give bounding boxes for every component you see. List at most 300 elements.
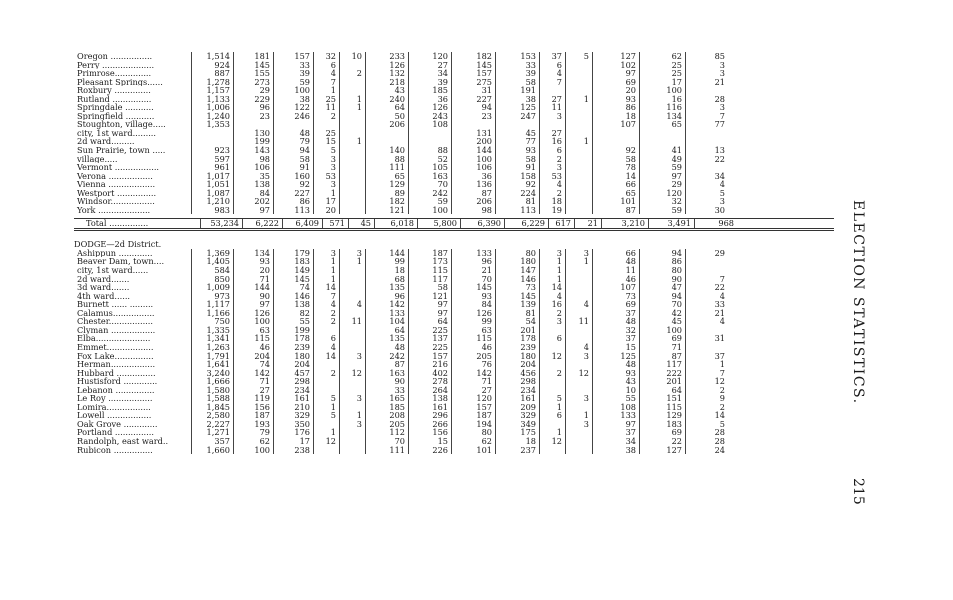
- table-cell: 80: [640, 266, 686, 275]
- table-cell: 1,051: [192, 180, 234, 189]
- table-cell: 87: [366, 360, 409, 369]
- table-cell: 4: [540, 292, 566, 301]
- table-cell: 120: [452, 394, 496, 403]
- table-cell: 126: [234, 309, 274, 318]
- table-cell: 181: [234, 52, 274, 61]
- table-cell: 90: [366, 377, 409, 386]
- table-row: [74, 369, 834, 378]
- table-cell: 35: [234, 172, 274, 181]
- table-cell: 32: [640, 197, 686, 206]
- table-cell: 27: [452, 386, 496, 395]
- table-cell: 74: [274, 283, 314, 292]
- table-cell: 16: [640, 95, 686, 104]
- table-cell: [566, 377, 593, 386]
- table-cell: 178: [496, 334, 540, 343]
- table-cell: 97: [593, 69, 640, 78]
- row-label: city, 1st ward.........: [74, 129, 192, 138]
- table-cell: [340, 377, 366, 386]
- table-cell: 24: [714, 445, 725, 455]
- table-cell: 149: [274, 266, 314, 275]
- row-label: Pleasant Springs......: [74, 78, 192, 87]
- table-row: [74, 257, 834, 266]
- table-row: [74, 334, 834, 343]
- table-cell: 225: [409, 326, 452, 335]
- table-cell: 48: [593, 360, 640, 369]
- table-cell: [366, 129, 409, 138]
- table-cell: 3: [719, 69, 725, 78]
- table-cell: 100: [640, 86, 686, 95]
- table-row: [74, 403, 834, 412]
- table-cell: 76: [452, 360, 496, 369]
- table-cell: 7: [719, 111, 725, 121]
- table-cell: 5: [719, 188, 725, 198]
- table-cell: 1: [340, 137, 366, 146]
- table-cell: 1: [340, 257, 366, 266]
- table-cell: [314, 377, 340, 386]
- table-cell: 4: [566, 300, 593, 309]
- table-cell: 17: [314, 197, 340, 206]
- table-cell: 63: [452, 326, 496, 335]
- row-label: village.....: [74, 155, 192, 164]
- row-label: city, 1st ward......: [74, 266, 192, 275]
- table-cell: 1: [540, 275, 566, 284]
- table-cell: 246: [274, 112, 314, 121]
- table-cell: [340, 129, 366, 138]
- table-cell: 2: [719, 402, 725, 412]
- table-cell: 45: [349, 219, 375, 228]
- table-cell: 3: [540, 163, 566, 172]
- table-cell: 157: [409, 352, 452, 361]
- table-cell: 183: [640, 420, 686, 429]
- table-cell: 1,514: [192, 52, 234, 61]
- table-cell: [566, 437, 593, 446]
- table-cell: [566, 275, 593, 284]
- table-row: [74, 206, 834, 215]
- table-row: [74, 317, 834, 326]
- row-label: Beaver Dam, town....: [74, 257, 192, 266]
- table-cell: 200: [452, 137, 496, 146]
- table-cell: [340, 437, 366, 446]
- table-cell: 117: [640, 360, 686, 369]
- table-cell: 101: [593, 197, 640, 206]
- table-cell: 1,157: [192, 86, 234, 95]
- table-row: [74, 386, 834, 395]
- table-cell: 96: [234, 103, 274, 112]
- row-label: Hustisford .............: [74, 377, 192, 386]
- table-cell: [314, 326, 340, 335]
- table-cell: 28: [714, 428, 725, 437]
- table-row: [74, 218, 834, 228]
- table-cell: [452, 120, 496, 129]
- table-cell: 1,210: [192, 197, 234, 206]
- table-row: [74, 61, 834, 70]
- table-row: [74, 103, 834, 112]
- table-cell: 48: [593, 257, 640, 266]
- table-row: [74, 420, 834, 429]
- row-label: Emmet..................: [74, 343, 192, 352]
- table-cell: 38: [274, 95, 314, 104]
- row-label: Randolph, east ward..: [74, 437, 192, 446]
- table-cell: 97: [593, 420, 640, 429]
- table-cell: 93: [496, 146, 540, 155]
- row-label: York ....................: [74, 206, 192, 215]
- table-cell: 34: [409, 69, 452, 78]
- row-label: Ashippun .............: [74, 249, 192, 258]
- table-cell: 1,660: [192, 446, 234, 455]
- table-cell: 1: [314, 403, 340, 412]
- table-cell: 122: [274, 103, 314, 112]
- table-cell: 2: [540, 189, 566, 198]
- table-cell: 3: [566, 249, 593, 258]
- table-cell: 58: [274, 155, 314, 164]
- table-cell: 1: [566, 257, 593, 266]
- table-cell: 97: [409, 309, 452, 318]
- table-cell: [566, 61, 593, 70]
- table-cell: 133: [593, 411, 640, 420]
- table-cell: 2: [314, 369, 340, 378]
- table-cell: 100: [234, 317, 274, 326]
- table-cell: 199: [234, 137, 274, 146]
- table-cell: 199: [274, 326, 314, 335]
- table-cell: 239: [274, 343, 314, 352]
- table-cell: 273: [234, 78, 274, 87]
- table-cell: 45: [496, 129, 540, 138]
- table-cell: [234, 120, 274, 129]
- table-cell: [566, 112, 593, 121]
- table-cell: 53: [314, 172, 340, 181]
- table-cell: 53: [540, 172, 566, 181]
- table-cell: [409, 137, 452, 146]
- table-cell: 7: [719, 274, 725, 284]
- table-cell: 19: [540, 206, 566, 215]
- table-cell: 73: [593, 292, 640, 301]
- table-cell: 175: [496, 428, 540, 437]
- table-cell: 88: [366, 155, 409, 164]
- table-cell: 1,117: [192, 300, 234, 309]
- table-cell: 16: [540, 137, 566, 146]
- table-cell: 457: [274, 369, 314, 378]
- table-cell: [340, 343, 366, 352]
- table-cell: 226: [409, 446, 452, 455]
- table-cell: 1,166: [192, 309, 234, 318]
- table-cell: 127: [593, 52, 640, 61]
- table-row: [74, 249, 834, 258]
- table-cell: 3: [340, 420, 366, 429]
- table-cell: 99: [366, 257, 409, 266]
- table-cell: 71: [234, 275, 274, 284]
- table-cell: 115: [234, 334, 274, 343]
- table-cell: 81: [496, 309, 540, 318]
- table-cell: 157: [274, 52, 314, 61]
- table-cell: 93: [593, 95, 640, 104]
- table-cell: 240: [366, 95, 409, 104]
- row-label: Oregon ................: [74, 52, 192, 61]
- table-cell: [340, 172, 366, 181]
- table-cell: [409, 129, 452, 138]
- table-cell: 130: [234, 129, 274, 138]
- table-cell: 3: [314, 155, 340, 164]
- table-cell: 1,278: [192, 78, 234, 87]
- row-label: Stoughton, village.....: [74, 120, 192, 129]
- table-cell: 107: [593, 120, 640, 129]
- table-cell: 2: [340, 69, 366, 78]
- table-row: [74, 197, 834, 206]
- row-label: Westport ...............: [74, 189, 192, 198]
- table-cell: 31: [714, 334, 725, 343]
- table-cell: 27: [409, 61, 452, 70]
- table-cell: 1: [314, 86, 340, 95]
- table-cell: 46: [593, 275, 640, 284]
- table-cell: [314, 386, 340, 395]
- table-cell: 81: [496, 197, 540, 206]
- table-cell: 6,390: [461, 219, 505, 228]
- table-cell: 59: [640, 206, 686, 215]
- table-cell: [340, 146, 366, 155]
- table-cell: 111: [366, 163, 409, 172]
- table-row: [74, 112, 834, 121]
- table-cell: 887: [192, 69, 234, 78]
- table-cell: 108: [409, 120, 452, 129]
- table-row: [74, 52, 834, 61]
- table-cell: 82: [274, 309, 314, 318]
- table-cell: 233: [366, 52, 409, 61]
- table-cell: 33: [274, 61, 314, 70]
- table-cell: 115: [409, 266, 452, 275]
- table-cell: 85: [714, 52, 725, 61]
- table-cell: 64: [366, 103, 409, 112]
- row-label: Clyman .................: [74, 326, 192, 335]
- table-cell: 18: [496, 437, 540, 446]
- row-label: Roxbury ..............: [74, 86, 192, 95]
- table-cell: 25: [314, 129, 340, 138]
- table-cell: 4: [719, 317, 725, 326]
- table-cell: 144: [452, 146, 496, 155]
- table-cell: 2: [540, 155, 566, 164]
- row-label: Vermont .................: [74, 163, 192, 172]
- table-cell: 1,845: [192, 403, 234, 412]
- page-number: 215: [850, 478, 866, 505]
- table-cell: 4: [314, 300, 340, 309]
- table-cell: 106: [452, 163, 496, 172]
- table-cell: 11: [314, 103, 340, 112]
- table-cell: 156: [409, 428, 452, 437]
- table-cell: 3: [540, 249, 566, 258]
- table-cell: 42: [640, 309, 686, 318]
- table-cell: 357: [192, 437, 234, 446]
- table-cell: 11: [340, 317, 366, 326]
- table-cell: [340, 446, 366, 455]
- table-cell: 133: [452, 249, 496, 258]
- table-cell: 7: [314, 78, 340, 87]
- table-cell: 227: [452, 95, 496, 104]
- table-cell: 65: [593, 189, 640, 198]
- table-cell: 119: [234, 394, 274, 403]
- table-cell: 4: [314, 343, 340, 352]
- table-cell: 349: [496, 420, 540, 429]
- table-cell: 94: [274, 146, 314, 155]
- row-label: 3d ward.......: [74, 283, 192, 292]
- table-cell: 48: [366, 343, 409, 352]
- table-cell: 25: [314, 95, 340, 104]
- table-cell: 5: [566, 52, 593, 61]
- table-cell: 1: [314, 266, 340, 275]
- table-cell: 39: [409, 78, 452, 87]
- table-cell: 237: [496, 446, 540, 455]
- table-cell: [340, 275, 366, 284]
- table-row: [74, 343, 834, 352]
- table-cell: 106: [234, 163, 274, 172]
- table-cell: 204: [234, 352, 274, 361]
- table-cell: 71: [234, 377, 274, 386]
- table-cell: 3: [340, 249, 366, 258]
- table-cell: [540, 86, 566, 95]
- table-cell: 87: [452, 189, 496, 198]
- table-cell: 37: [593, 334, 640, 343]
- table-cell: 3: [719, 197, 725, 206]
- table-cell: 96: [366, 292, 409, 301]
- table-cell: 21: [714, 308, 725, 318]
- table-cell: 247: [496, 112, 540, 121]
- table-cell: [686, 163, 728, 172]
- table-cell: 58: [496, 78, 540, 87]
- table-cell: 2: [314, 309, 340, 318]
- table-cell: 12: [540, 437, 566, 446]
- table-cell: 48: [593, 317, 640, 326]
- table-cell: 58: [409, 283, 452, 292]
- table-cell: [540, 360, 566, 369]
- table-cell: 97: [640, 172, 686, 181]
- table-cell: 1: [566, 95, 593, 104]
- table-cell: 12: [540, 352, 566, 361]
- table-cell: [540, 377, 566, 386]
- table-cell: 50: [366, 112, 409, 121]
- table-cell: 30: [714, 205, 725, 215]
- table-cell: 239: [496, 343, 540, 352]
- table-cell: 71: [640, 343, 686, 352]
- table-cell: 210: [274, 403, 314, 412]
- table-cell: 224: [496, 189, 540, 198]
- table-cell: 98: [234, 155, 274, 164]
- table-cell: 1: [340, 103, 366, 112]
- table-cell: 100: [452, 155, 496, 164]
- table-cell: 126: [452, 309, 496, 318]
- table-cell: [566, 428, 593, 437]
- table-cell: 185: [366, 403, 409, 412]
- row-label: 4th ward......: [74, 292, 192, 301]
- table-cell: 29: [714, 248, 725, 258]
- row-label: Calamus................: [74, 309, 192, 318]
- table-cell: 90: [234, 292, 274, 301]
- table-cell: 4: [340, 300, 366, 309]
- table-cell: 111: [366, 446, 409, 455]
- table-cell: 31: [452, 86, 496, 95]
- table-row: [74, 326, 834, 335]
- table-cell: 1: [314, 428, 340, 437]
- table-cell: 70: [452, 275, 496, 284]
- table-cell: [566, 120, 593, 129]
- table-cell: 34: [593, 437, 640, 446]
- table-cell: 3: [540, 112, 566, 121]
- table-cell: [192, 129, 234, 138]
- table-cell: [593, 137, 640, 146]
- row-label: Verona .................: [74, 172, 192, 181]
- table-cell: 127: [640, 446, 686, 455]
- table-cell: 86: [593, 103, 640, 112]
- row-label: Lomira.................: [74, 403, 192, 412]
- table-cell: 62: [640, 52, 686, 61]
- table-cell: 101: [452, 446, 496, 455]
- table-cell: 16: [540, 300, 566, 309]
- table-cell: 115: [452, 334, 496, 343]
- table-cell: 5,800: [418, 219, 461, 228]
- table-cell: 80: [496, 249, 540, 258]
- table-cell: 3: [566, 394, 593, 403]
- table-cell: 32: [593, 326, 640, 335]
- table-row: [74, 137, 834, 146]
- table-cell: 3: [719, 60, 725, 70]
- table-cell: 1,006: [192, 103, 234, 112]
- table-cell: 227: [274, 189, 314, 198]
- table-cell: 1,017: [192, 172, 234, 181]
- table-cell: [340, 334, 366, 343]
- table-cell: [540, 120, 566, 129]
- table-cell: 113: [274, 206, 314, 215]
- table-row: [74, 78, 834, 87]
- table-cell: [340, 197, 366, 206]
- row-label: Oak Grove .............: [74, 420, 192, 429]
- row-label: Rutland ...............: [74, 95, 192, 104]
- table-cell: [686, 86, 728, 95]
- table-cell: 129: [366, 180, 409, 189]
- table-cell: 201: [640, 377, 686, 386]
- table-cell: [566, 180, 593, 189]
- table-cell: 1,405: [192, 257, 234, 266]
- table-row: [74, 120, 834, 129]
- table-cell: 93: [593, 369, 640, 378]
- table-cell: 125: [496, 103, 540, 112]
- table-cell: [566, 78, 593, 87]
- table-row: [74, 86, 834, 95]
- table-cell: 94: [640, 249, 686, 258]
- table-cell: 18: [540, 197, 566, 206]
- table-cell: 21: [452, 266, 496, 275]
- table-cell: 182: [452, 52, 496, 61]
- table-cell: 145: [234, 61, 274, 70]
- table-cell: [566, 129, 593, 138]
- table-cell: 33: [714, 300, 725, 309]
- table-cell: 69: [593, 78, 640, 87]
- table-cell: [340, 86, 366, 95]
- table-cell: 209: [496, 403, 540, 412]
- table-cell: 151: [640, 394, 686, 403]
- table-cell: 1,341: [192, 334, 234, 343]
- row-label: Burnett ...... .........: [74, 300, 192, 309]
- table-cell: 6: [540, 334, 566, 343]
- table-cell: [340, 403, 366, 412]
- table-cell: 1,791: [192, 352, 234, 361]
- table-cell: 14: [314, 352, 340, 361]
- table-cell: 66: [593, 249, 640, 258]
- table-cell: 68: [366, 275, 409, 284]
- table-cell: 1,353: [192, 120, 234, 129]
- table-cell: 36: [452, 172, 496, 181]
- table-cell: 6: [314, 334, 340, 343]
- table-row: [74, 428, 834, 437]
- table-cell: [686, 343, 728, 352]
- table-cell: [340, 120, 366, 129]
- table-cell: 329: [496, 411, 540, 420]
- table-cell: [314, 420, 340, 429]
